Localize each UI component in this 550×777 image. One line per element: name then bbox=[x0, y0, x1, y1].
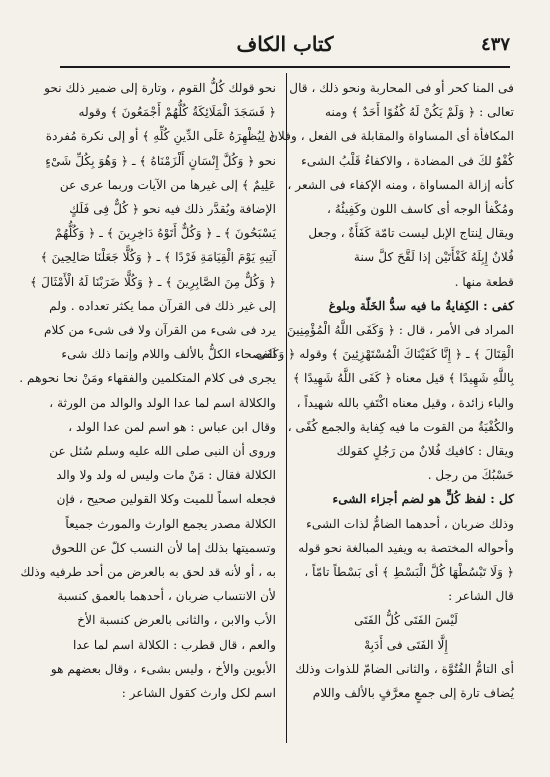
text-line: الكلالة مصدر يجمع الوارث والمورث جميعاً bbox=[65, 516, 276, 531]
text-line: كأنه إزالة المساواة ، ومنه الإكفاء فى الشعر ، bbox=[287, 177, 514, 192]
text-line: ﴿ لِيُظْهِرَهُ عَلَى الدِّينِ كُلِّهِ ﴾ أو إلى نكرة مُفردة bbox=[45, 129, 276, 144]
left-column bbox=[19, 76, 276, 746]
text-line: فجعله اسماً للميت وكلا القولين صحيح ، فإن bbox=[56, 492, 276, 507]
text-line: آتِيهِ يَوْمَ الْقِيَامَةِ فَرْدًا ﴾ ـ ﴿ وَكُلًّا جَعَلْنَا صَالِحِينَ ﴾ bbox=[40, 250, 276, 265]
text-line: ومُكْفأ الوجه أى كاسف اللون وكَفِيئُهُ ، bbox=[326, 202, 514, 217]
text-line: يرد فى شىء من القرآن ولا فى شىء من كلام bbox=[44, 323, 276, 338]
text-line: ﴿ فَسَجَدَ الْمَلَائِكَةُ كُلُّهُمْ أَجْمَعُونَ ﴾ وقوله bbox=[78, 105, 276, 120]
text-line: ويقال لِنتاج الإبل ليست تامّة كَفَأَةٌ ، وجعل bbox=[308, 226, 514, 241]
text-line: عَلِيمٌ ﴾ إلى غيرها من الآيات وربما عرى عن bbox=[59, 177, 276, 192]
text-line: يجرى فى كلام المتكلمين والفقهاء ومَنْ نحا نحوهم . bbox=[19, 371, 276, 386]
text-line: إِلَّا الفَتَى فى أَدَبِهْ bbox=[364, 637, 448, 652]
text-line: وأحواله المختصة به ويفيد المبالغة نحو قوله bbox=[298, 540, 514, 555]
text-line: إلى غير ذلك فى القرآن مما يكثر تعداده . ولم bbox=[49, 298, 276, 313]
text-line: المكافأة أى المساواة والمقابلة فى الفعل ، وفلان bbox=[268, 129, 514, 144]
text-line: الأب والابن ، والثانى بالعرض كنسبة الأخ bbox=[77, 613, 276, 628]
text-line: يَسْبَحُونَ ﴾ ـ ﴿ وَكُلٌّ أَتَوْهُ دَاخِرِينَ ﴾ ـ ﴿ وَكُلُّهُمْ bbox=[54, 226, 276, 241]
text-line: ويقال : كافيك فُلانٌ من رَجُلٍ كقولك bbox=[336, 444, 514, 459]
text-line: وقال ابن عباس : هو اسم لمن عدا الولد ، bbox=[68, 419, 276, 434]
header-rule bbox=[60, 66, 510, 68]
text-line: والكُفْيَةُ من القوت ما فيه كِفاية والجمع كُفًى ، bbox=[287, 419, 514, 434]
text-line: المراد فى الأمر ، قال : ﴿ وَكَفَى اللَّهُ الْمُؤْمِنِينَ bbox=[287, 323, 514, 338]
text-line: قطعة منها . bbox=[454, 274, 514, 289]
text-line: والباء زائدة ، وقيل معناه اكْتَفِ بالله شهيداً ، bbox=[296, 395, 514, 410]
text-line: حَسْبُكَ من رجل . bbox=[427, 468, 514, 483]
text-line: قال الشاعر : bbox=[448, 589, 514, 604]
text-line: وتسميتها بذلك إما لأن النسب كلّ عن اللحوق bbox=[51, 540, 276, 555]
text-line: بِاللَّهِ شَهِيدًا ﴾ قيل معناه ﴿ كَفَى اللَّهُ شَهِيدًا ﴾ bbox=[293, 371, 514, 386]
text-line: يُضاف تارة إلى جمعٍ معرَّفٍ بالألف واللام bbox=[312, 686, 514, 701]
text-line: والكلالة اسم لما عدا الولد والوالد من الورثة ، bbox=[49, 395, 276, 410]
text-line: أى التامُّ الفُتُوَّة ، والثانى الضامّ للذوات وذلك bbox=[295, 661, 514, 676]
text-line: وروى أن النبى صلى الله عليه وسلم سُئل عن bbox=[49, 444, 276, 459]
page-header bbox=[60, 30, 510, 70]
page-number: ٤٣٧ bbox=[480, 34, 510, 55]
text-line: الكلالة فقال : مَنْ مات وليس له ولد ولا والد bbox=[56, 468, 276, 483]
text-line: ﴿ وَكُلٌّ مِنَ الصَّابِرِينَ ﴾ ـ ﴿ وَكُلًّا ضَرَبْنَا لَهُ الْأَمْثَالَ ﴾ bbox=[30, 274, 276, 289]
text-line: فُلانٌ إِبِلَهُ كَفْأَتَيْن إذا لَقَّحَ كلَّ سنة bbox=[353, 250, 514, 265]
text-line: وذلك ضربان ، أحدهما الضامُّ لذات الشىء bbox=[306, 516, 514, 531]
text-line: ﴿ وَلَا تَبْسُطْهَا كُلَّ الْبَسْطِ ﴾ أى بَسْطاً تامّاً ، bbox=[304, 565, 514, 580]
text-line: اسم لكل وارث كقول الشاعر : bbox=[121, 686, 276, 701]
text-line: كُفْوٌ لكَ فى المضادة ، والاكفاءُ قَلْبُ الشىء bbox=[301, 153, 514, 168]
right-column bbox=[256, 76, 514, 746]
text-line: الفصحاء الكلُّ بالألف واللام وإنما ذلك شىء bbox=[61, 347, 276, 362]
text-line: كفى : الكِفايةُ ما فيه سدُّ الخَلّة وبلوغ bbox=[328, 298, 514, 313]
text-line: لَيْسَ الفَتَى كُلُّ الفَتَى bbox=[354, 613, 458, 628]
text-line: والعم ، قال قطرب : الكلالة اسم لما عدا bbox=[72, 637, 276, 652]
text-line: كل : لفظ كُلٍّ هو لضم أجزاء الشىء bbox=[332, 492, 514, 507]
running-title: كتاب الكاف bbox=[236, 32, 334, 56]
text-line: لأن الانتساب ضربان ، أحدهما بالعمق كنسبة bbox=[57, 589, 276, 604]
text-line: الأبوين والأخ ، وليس بشىء ، وقال بعضهم هو bbox=[50, 661, 276, 676]
text-line: به ، أو لأنه قد لحق به بالعرض من أحد طرفيه وذلك bbox=[20, 565, 276, 580]
text-line: تعالى : ﴿ وَلَمْ يَكُنْ لَهُ كُفُوًا أَحَدٌ ﴾ ومنه bbox=[324, 105, 514, 120]
text-line: الْقِتَالَ ﴾ ـ ﴿ إِنَّا كَفَيْنَاكَ الْمُسْتَهْزِئِينَ ﴾ وقوله ﴿ وَكَفَى bbox=[256, 347, 514, 362]
text-line: الإضافة ويُقدَّر ذلك فيه نحو ﴿ كُلٌّ فِى فَلَكٍ bbox=[69, 202, 276, 217]
text-line: فى المنا كحر أو فى المحاربة ونحو ذلك ، قال bbox=[289, 81, 514, 95]
text-line: نحو قولك كُلُّ القوم ، وتارة إلى ضمير ذلك نحو bbox=[44, 81, 276, 95]
text-line: نحو ﴿ وَكُلَّ إِنْسَانٍ أَلْزَمْنَاهُ ﴾ ـ ﴿ وَهُوَ بِكُلِّ شَىْءٍ bbox=[45, 153, 276, 168]
